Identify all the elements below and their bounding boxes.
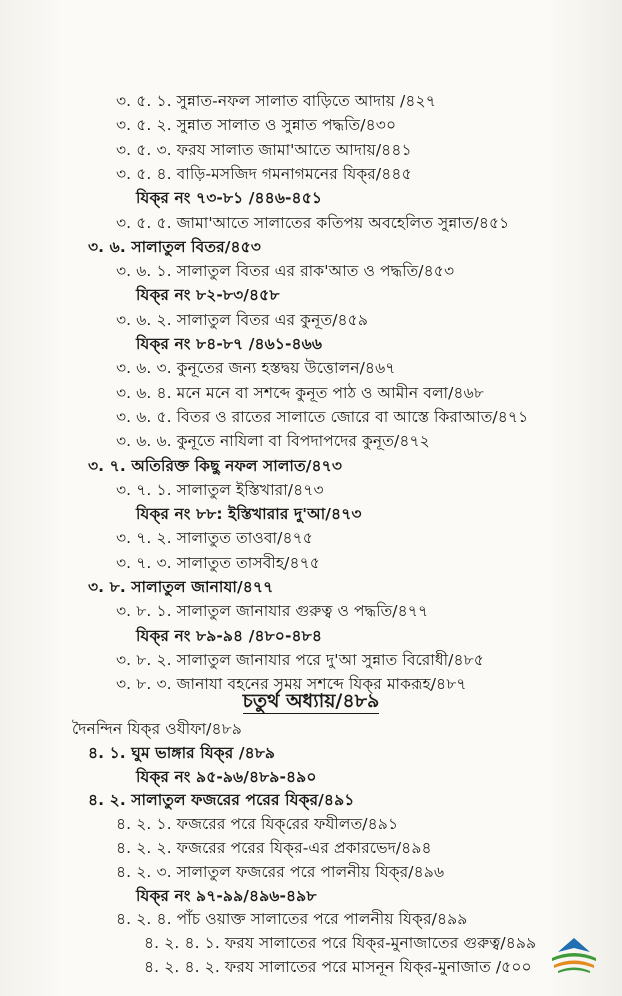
toc-entry: ৩. ৬. ৫. বিতর ও রাতের সালাতে জোরে বা আস্তে কিরাআত/৪৭১: [116, 407, 529, 426]
toc-entry: ৩. ৬. সালাতুল বিতর/৪৫৩: [88, 237, 261, 256]
toc-entry: ৪. ১. ঘুম ভাঙ্গার যিক্‌র /৪৮৯: [88, 743, 276, 762]
toc-entry: ৪. ২. ৩. সালাতুল ফজরের পরে পালনীয় যিক্‌র/৪৯৬: [116, 862, 445, 881]
toc-entry: যিক্‌র নং ৮২-৮৩/৪৫৮: [136, 286, 280, 305]
toc-entry: ৩. ৫. ৪. বাড়ি-মসজিদ গমনাগমনের যিক্‌র/৪৪৫: [116, 164, 412, 183]
toc-entry: যিক্‌র নং ৮৮: ইস্তিখারার দু'আ/৪৭৩: [136, 505, 362, 524]
toc-entry: ৩. ৮. ৩. জানাযা বহনের সময় সশব্দে যিক্‌র মাকরূহ/৪৮৭: [116, 675, 467, 694]
toc-entry: ৩. ৬. ১. সালাতুল বিতর এর রাক'আত ও পদ্ধতি/৪৫৩: [116, 262, 455, 281]
toc-entry: ৪. ২. ৪. ২. ফরয সালাতের পরে মাসনূন যিক্‌র-মুনাজাত /৫০০: [144, 958, 532, 976]
chapter-heading: [0, 688, 622, 714]
toc-entry: ৪. ২. সালাতুল ফজরের পরের যিক্‌র/৪৯১: [88, 791, 355, 810]
toc-entry: যিক্‌র নং ৯৫-৯৬/৪৮৯-৪৯০: [136, 767, 317, 786]
toc-entry: ৪. ২. ১. ফজরের পরে যিক্‌রের ফযীলত/৪৯১: [116, 815, 399, 834]
toc-entry: ৩. ৬. ৪. মনে মনে বা সশব্দে কুনূত পাঠ ও আমীন বলা/৪৬৮: [116, 383, 484, 402]
toc-entry: ৩. ৮. ১. সালাতুল জানাযার গুরুত্ব ও পদ্ধতি/৪৭৭: [116, 602, 429, 621]
toc-entry: ৩. ৫. ১. সুন্নাত-নফল সালাত বাড়িতে আদায় /৪২৭: [116, 92, 436, 110]
publisher-logo-icon: [546, 934, 602, 976]
toc-entry: ৩. ৮. ২. সালাতুল জানাযার পরে দু'আ সুন্নাত বিরোধী/৪৮৫: [116, 650, 484, 669]
toc-entry: ৩. ৭. ৩. সালাতুত তাসবীহ/৪৭৫: [116, 553, 320, 572]
toc-entry: যিক্‌র নং ৮৪-৮৭ /৪৬১-৪৬৬: [136, 335, 323, 353]
toc-entry: দৈনন্দিন যিক্‌র ওযীফা/৪৮৯: [72, 720, 242, 738]
toc-entry: ৪. ২. ৪. পাঁচ ওয়াক্ত সালাতের পরে পালনীয় যিক্‌র/৪৯৯: [116, 910, 468, 929]
toc-entry: যিক্‌র নং ৭৩-৮১ /৪৪৬-৪৫১: [136, 189, 323, 208]
toc-entry: ৩. ৬. ৬. কুনূতে নাযিলা বা বিপদাপদের কুনূত/৪৭২: [116, 432, 430, 451]
toc-entry: ৩. ৬. ৩. কুনূতের জন্য হস্তদ্বয় উত্তোলন/৪৬৭: [116, 359, 396, 378]
chapter-heading-text: চতুর্থ অধ্যায়/৪৮৯: [242, 690, 380, 712]
toc-entry: ৪. ২. ২. ফজরের পরের যিক্‌র-এর প্রকারভেদ/৪৯৪: [116, 839, 432, 857]
toc-entry: যিক্‌র নং ৮৯-৯৪ /৪৮০-৪৮৪: [136, 626, 322, 645]
toc-entry: ৩. ৭. ২. সালাতুত তাওবা/৪৭৫: [116, 529, 313, 548]
toc-entry: ৩. ৮. সালাতুল জানাযা/৪৭৭: [88, 578, 274, 596]
toc-entry: ৩. ৭. অতিরিক্ত কিছু নফল সালাত/৪৭৩: [88, 456, 343, 475]
toc-entry: ৩. ৫. ৩. ফরয সালাত জামা'আতে আদায়/৪৪১: [116, 140, 412, 159]
toc-entry: ৪. ২. ৪. ১. ফরয সালাতের পরে যিক্‌র-মুনাজাতের গুরুত্ব/৪৯৯: [144, 934, 537, 953]
toc-entry: যিক্‌র নং ৯৭-৯৯/৪৯৬-৪৯৮: [136, 886, 317, 905]
toc-entry: ৩. ৫. ২. সুন্নাত সালাত ও সুন্নাত পদ্ধতি/৪৩০: [116, 116, 397, 135]
toc-entry: ৩. ৭. ১. সালাতুল ইস্তিখারা/৪৭৩: [116, 480, 324, 499]
toc-entry: ৩. ৬. ২. সালাতুল বিতর এর কুনূত/৪৫৯: [116, 310, 368, 329]
toc-entry: ৩. ৫. ৫. জামা'আতে সালাতের কতিপয় অবহেলিত সুন্নাত/৪৫১: [116, 213, 510, 232]
